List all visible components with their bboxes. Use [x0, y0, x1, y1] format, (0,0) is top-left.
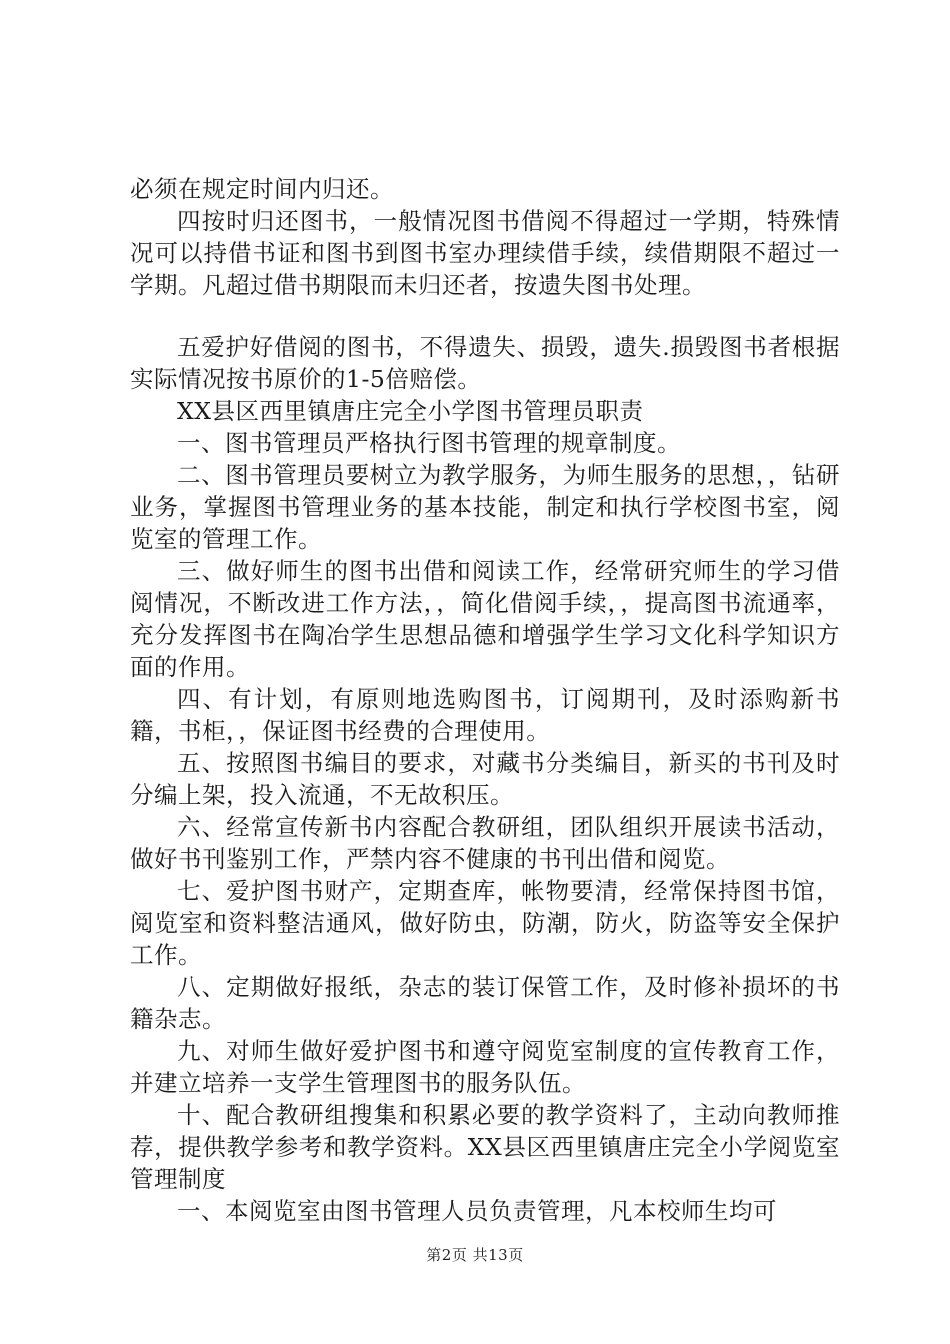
paragraph-duty-7: 七、爱护图书财产，定期查库，帐物要清，经常保持图书馆，阅览室和资料整洁通风，做好防虫，防潮，防火，防盗等安全保护工作。 — [130, 877, 840, 969]
paragraph-duty-4: 四、有计划，有原则地选购图书，订阅期刊，及时添购新书籍，书柜，，保证图书经费的合理使用。 — [130, 685, 840, 745]
paragraph-duty-3: 三、做好师生的图书出借和阅读工作，经常研究师生的学习借阅情况，不断改进工作方法，，简化借阅手续，，提高图书流通率，充分发挥图书在陶冶学生思想品德和增强学生学习文化科学知识方面的作用。 — [130, 557, 840, 681]
document-body — [130, 173, 840, 1227]
paragraph-continuation: 必须在规定时间内归还。 — [130, 175, 394, 203]
paragraph-rule-5: 五爱护好借阅的图书，不得遗失、损毁，遗失.损毁图书者根据实际情况按书原价的1-5倍赔偿。 — [130, 333, 840, 393]
section-heading-librarian-duties: XX县区西里镇唐庄完全小学图书管理员职责 — [177, 397, 644, 425]
paragraph-duty-10: 十、配合教研组搜集和积累必要的教学资料了，主动向教师推荐，提供教学参考和教学资料。XX县区西里镇唐庄完全小学阅览室管理制度 — [130, 1101, 840, 1193]
paragraph-duty-1: 一、图书管理员严格执行图书管理的规章制度。 — [177, 429, 681, 457]
paragraph-duty-8: 八、定期做好报纸，杂志的装订保管工作，及时修补损坏的书籍杂志。 — [130, 973, 840, 1033]
paragraph-duty-5: 五、按照图书编目的要求，对藏书分类编目，新买的书刊及时分编上架，投入流通，不无故积压。 — [130, 749, 840, 809]
paragraph-gap — [130, 301, 840, 331]
paragraph-rule-4: 四按时归还图书，一般情况图书借阅不得超过一学期，特殊情况可以持借书证和图书到图书室办理续借手续，续借期限不超过一学期。凡超过借书期限而未归还者，按遗失图书处理。 — [130, 207, 840, 299]
paragraph-duty-2: 二、图书管理员要树立为教学服务，为师生服务的思想，，钻研业务，掌握图书管理业务的基本技能，制定和执行学校图书室，阅览室的管理工作。 — [130, 461, 840, 553]
paragraph-reading-room-rule-1: 一、本阅览室由图书管理人员负责管理，凡本校师生均可 — [177, 1197, 777, 1225]
page-number-footer: 第2页 共13页 — [426, 1246, 524, 1264]
paragraph-duty-6: 六、经常宣传新书内容配合教研组，团队组织开展读书活动，做好书刊鉴别工作，严禁内容不健康的书刊出借和阅览。 — [130, 813, 840, 873]
paragraph-duty-9: 九、对师生做好爱护图书和遵守阅览室制度的宣传教育工作，并建立培养一支学生管理图书的服务队伍。 — [130, 1037, 840, 1097]
